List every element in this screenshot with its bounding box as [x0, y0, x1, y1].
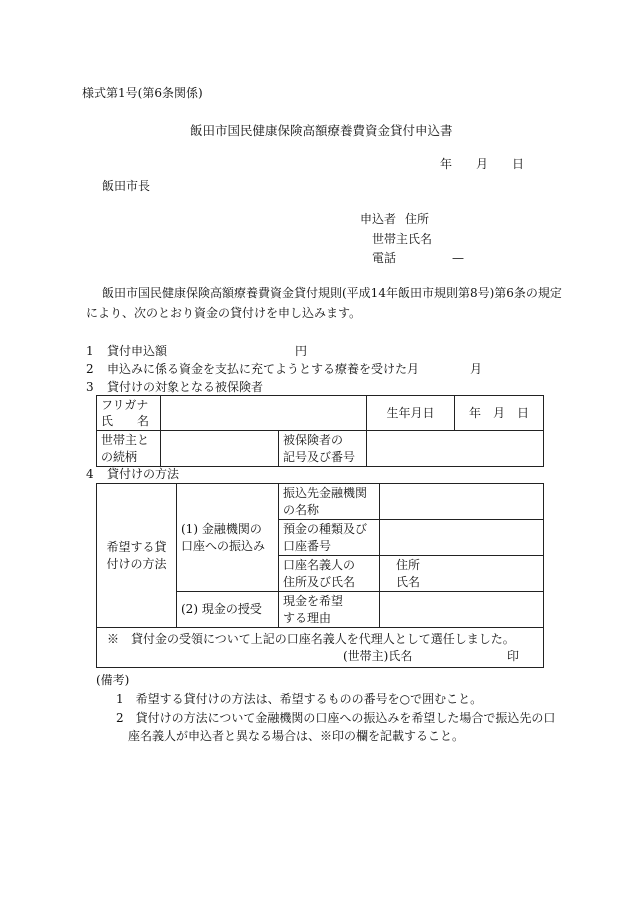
account-type-field[interactable] — [380, 520, 544, 556]
item-4-label: 貸付けの方法 — [107, 467, 180, 481]
item-2-number: 2 — [86, 362, 94, 376]
insured-person-table — [96, 395, 544, 467]
option-2-cash[interactable]: (2) 現金の授受 — [177, 592, 279, 628]
table-row — [97, 484, 544, 520]
item-3-label: 貸付けの対象となる被保険者 — [107, 380, 264, 394]
note-2-line-1: 2 貸付けの方法について金融機関の口座への振込みを希望した場合で振込先の口 — [116, 711, 556, 725]
desired-method-label: 希望する貸 付けの方法 — [97, 484, 177, 628]
relation-field[interactable] — [161, 431, 279, 466]
option-1-bank-transfer[interactable]: (1) 金融機関の 口座への振込み — [177, 484, 279, 592]
furigana-name-field[interactable] — [161, 396, 367, 431]
insured-number-field[interactable] — [367, 431, 544, 466]
phone-label: 電話 — [372, 251, 397, 265]
insured-number-label: 被保険者の 記号及び番号 — [279, 431, 367, 466]
notes-heading: (備考) — [96, 673, 130, 687]
note-1: 1 希望する貸付けの方法は、希望するものの番号を○で囲むこと。 — [116, 692, 483, 706]
cash-reason-label: 現金を希望 する理由 — [279, 592, 380, 628]
applicant-label: 申込者 — [360, 212, 397, 226]
cash-reason-field[interactable] — [380, 592, 544, 628]
body-line-2: により、次のとおり資金の貸付けを申し込みます。 — [86, 306, 362, 320]
birthdate-label: 生年月日 — [367, 396, 455, 431]
application-date: 年 月 日 — [440, 157, 525, 171]
bank-name-field[interactable] — [380, 484, 544, 520]
furigana-name-label: フリガナ 氏 名 — [97, 396, 161, 431]
form-title: 飯田市国民健康保険高額療養費資金貸付申込書 — [190, 123, 453, 138]
item-3-number: 3 — [86, 380, 94, 394]
form-number: 様式第1号(第6条関係) — [82, 86, 203, 100]
item-4-number: 4 — [86, 467, 94, 481]
table-row — [97, 431, 544, 466]
delegate-section — [97, 628, 544, 668]
table-row — [97, 396, 544, 431]
item-2-label: 申込みに係る資金を支払に充てようとする療養を受けた月 — [107, 362, 420, 376]
bank-name-label: 振込先金融機関 の名称 — [279, 484, 380, 520]
account-holder-field[interactable] — [380, 556, 544, 592]
birthdate-field[interactable]: 年 月 日 — [455, 396, 544, 431]
householder-name-label: 世帯主氏名 — [372, 232, 433, 246]
applicant-address-label: 住所 — [405, 212, 430, 226]
item-1-number: 1 — [86, 344, 94, 358]
delegate-signer-label: (世帯主)氏名 — [343, 648, 413, 663]
phone-dash: — — [452, 251, 464, 265]
relation-label: 世帯主と の続柄 — [97, 431, 161, 466]
holder-address-label: 住所 — [396, 558, 421, 573]
account-type-label: 預金の種類及び 口座番号 — [279, 520, 380, 556]
note-2-line-2: 座名義人が申込者と異なる場合は、※印の欄を記載すること。 — [128, 729, 465, 743]
table-row — [97, 628, 544, 668]
account-holder-label: 口座名義人の 住所及び氏名 — [279, 556, 380, 592]
body-line-1: 飯田市国民健康保険高額療養費資金貸付規則(平成14年飯田市規則第8号)第6条の規定 — [102, 286, 562, 300]
item-2-unit: 月 — [470, 362, 483, 376]
loan-method-table — [96, 483, 544, 668]
item-1-unit: 円 — [295, 344, 308, 358]
seal-mark: 印 — [507, 648, 520, 663]
addressee: 飯田市長 — [102, 179, 151, 193]
holder-name-label: 氏名 — [396, 574, 421, 589]
delegate-note: ※ 貸付金の受領について上記の口座名義人を代理人として選任しました。 — [107, 632, 515, 647]
item-1-label: 貸付申込額 — [107, 344, 168, 358]
